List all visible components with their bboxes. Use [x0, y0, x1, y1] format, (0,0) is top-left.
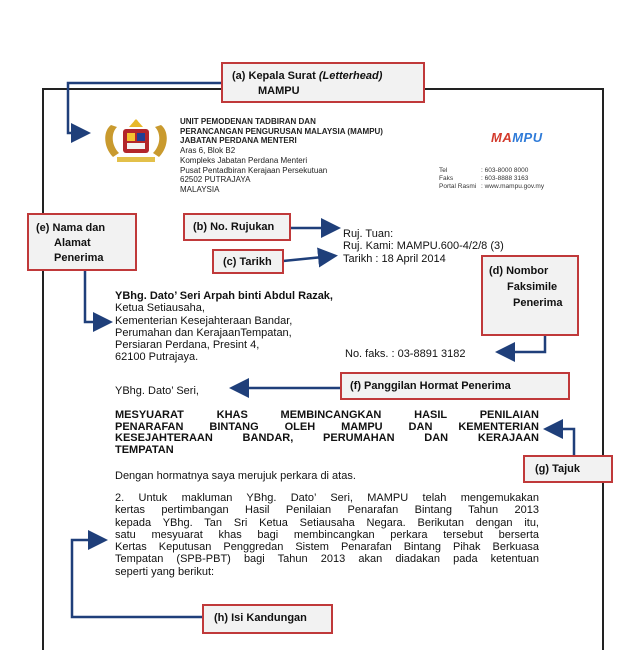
label-letterhead: (a) Kepala Surat (Letterhead) MAMPU [221, 62, 425, 103]
label-salutation: (f) Panggilan Hormat Penerima [340, 372, 570, 400]
paragraph-line: Kertas Keputusan Penggredan Sistem Penarafan Bintang Pihak Berkuasa [115, 541, 539, 554]
address-line: Kompleks Jabatan Perdana Menteri [180, 155, 308, 165]
agency-line: JABATAN PERDANA MENTERI [180, 136, 297, 146]
agency-line: UNIT PEMODENAN TADBIRAN DAN [180, 117, 316, 126]
contact-row: Portal Rasmi : www.mampu.gov.my [439, 183, 545, 191]
title-line: MESYUARAT KHAS MEMBINCANGKAN HASIL PENILAIAN [115, 409, 539, 421]
title-line: KESEJAHTERAAN BANDAR, PERUMAHAN DAN KERAJAAN [115, 432, 539, 444]
title-line: TEMPATAN [115, 443, 174, 456]
coat-of-arms-icon [101, 117, 171, 165]
recipient-line: Persiaran Perdana, Presint 4, [115, 339, 260, 352]
title-line: PENARAFAN BINTANG OLEH MAMPU DAN KEMENTERIAN [115, 420, 539, 433]
body-paragraph [115, 492, 539, 578]
letterhead-contacts [439, 167, 544, 192]
label-fax-number: (d) Nombor Faksimile Penerima [481, 255, 579, 336]
ruj-kami: Ruj. Kami: MAMPU.600-4/2/8 (3) [343, 240, 504, 253]
recipient-line: Perumahan dan KerajaanTempatan, [115, 326, 292, 339]
paragraph-line: seperti yang berikut: [115, 565, 215, 578]
contact-row: Tel : 603-8000 8000 [439, 167, 529, 174]
paragraph-line: Tempatan (SPB-PBT) bagi Tahun 2013 akan diadakan pada ketentuan [115, 553, 539, 566]
reference-block [343, 228, 504, 265]
label-reference-number: (b) No. Rujukan [183, 213, 291, 241]
label-date: (c) Tarikh [212, 249, 284, 274]
paragraph-line: kertas pertimbangan Hasil Penilaian Penarafan Bintang Tahun 2013 [115, 504, 539, 517]
letterhead-agency [180, 117, 383, 195]
agency-line: PERANCANGAN PENGURUSAN MALAYSIA (MAMPU) [180, 126, 383, 136]
salutation: YBhg. Dato’ Seri, [115, 385, 199, 397]
address-line: MALAYSIA [180, 184, 220, 194]
label-content: (h) Isi Kandungan [202, 604, 333, 634]
recipient-name: YBhg. Dato’ Seri Arpah binti Abdul Razak, [115, 290, 333, 302]
tarikh: Tarikh : 18 April 2014 [343, 252, 446, 265]
label-title: (g) Tajuk [523, 455, 613, 483]
ruj-tuan: Ruj. Tuan: [343, 228, 394, 240]
recipient-line: Kementerian Kesejahteraan Bandar, [115, 314, 293, 327]
address-line: Aras 6, Blok B2 [180, 146, 236, 156]
recipient-line: Ketua Setiausaha, [115, 302, 205, 315]
recipient-address [115, 290, 333, 364]
address-line: Pusat Pentadbiran Kerajaan Persekutuan [180, 165, 328, 175]
contact-row: Faks : 603-8888 3163 [439, 175, 529, 183]
opening-sentence: Dengan hormatnya saya merujuk perkara di atas. [115, 470, 356, 482]
paragraph-line: kepada YBhg. Tan Sri Ketua Setiausaha Negara. Berikutan dengan itu, [115, 516, 539, 529]
fax-number: No. faks. : 03-8891 3182 [345, 348, 466, 360]
label-recipient: (e) Nama dan Alamat Penerima [27, 213, 137, 271]
recipient-line: 62100 Putrajaya. [115, 351, 199, 364]
letter-title [115, 410, 539, 456]
address-line: 62502 PUTRAJAYA [180, 175, 251, 185]
mampu-logo: MAMPU [491, 130, 543, 145]
paragraph-line: satu mesyuarat khas bagi membincangkan perkara tersebut berserta [115, 528, 539, 541]
paragraph-line: 2. Untuk makluman YBhg. Dato’ Seri, MAMPU telah mengemukakan [115, 492, 539, 504]
